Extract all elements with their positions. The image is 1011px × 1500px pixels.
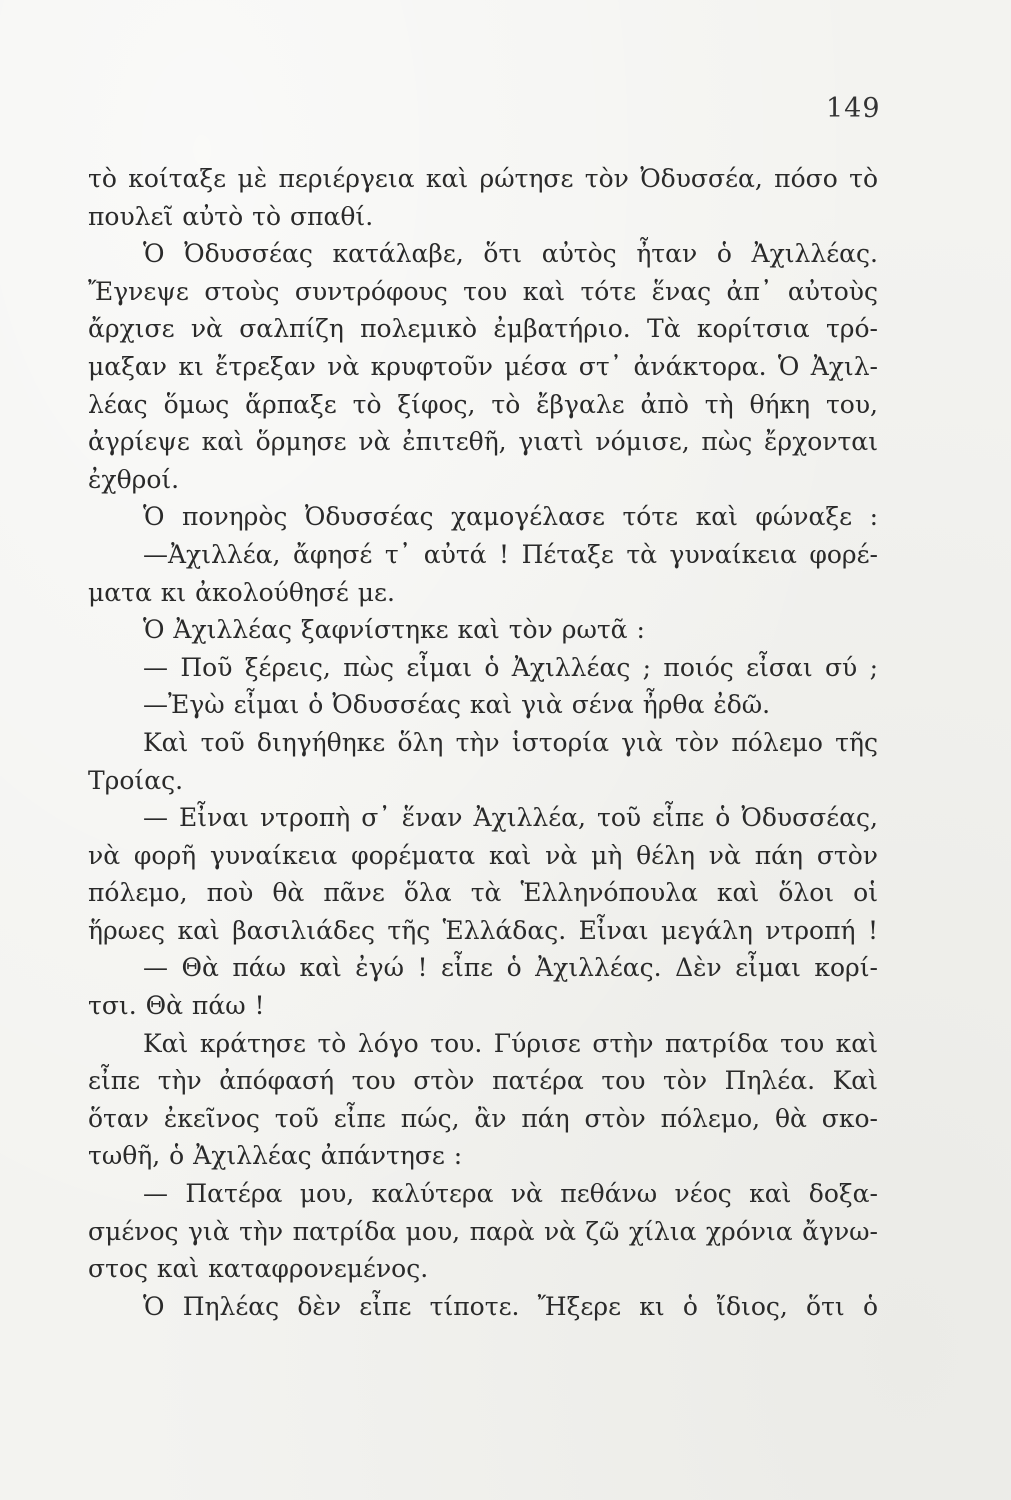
text-line: πουλεῖ αὐτὸ τὸ σπαθί. — [88, 201, 374, 231]
dialogue-line: — Εἶναι ντροπὴ σ᾽ ἕναν Ἀχιλλέα, τοῦ εἶπε ὁ Ὀδυσσέας, — [143, 803, 878, 833]
dialogue-line: — Ποῦ ξέρεις, πὼς εἶμαι ὁ Ἀχιλλέας ; ποιός εἶσαι σύ ; — [143, 652, 878, 682]
dialogue-line: — Θὰ πάω καὶ ἐγώ ! εἶπε ὁ Ἀχιλλέας. Δὲν εἶμαι κορί- — [143, 953, 878, 983]
text-line: τὸ κοίταξε μὲ περιέργεια καὶ ρώτησε τὸν Ὀδυσσέα, πόσο τὸ — [88, 164, 878, 193]
text-line: Καὶ κράτησε τὸ λόγο του. Γύρισε στὴν πατρίδα του καὶ — [143, 1028, 878, 1058]
text-line: Ὁ πονηρὸς Ὀδυσσέας χαμογέλασε τότε καὶ φώναξε : — [143, 502, 878, 532]
text-line: Ὁ Πηλέας δὲν εἶπε τίποτε. Ἤξερε κι ὁ ἴδιος, ὅτι ὁ — [143, 1291, 878, 1321]
text-line: πόλεμο, ποὺ θὰ πᾶνε ὅλα τὰ Ἑλληνόπουλα καὶ ὅλοι οἱ — [88, 878, 878, 908]
dialogue-line: — Πατέρα μου, καλύτερα νὰ πεθάνω νέος καὶ δοξα- — [143, 1179, 878, 1209]
text-line: τωθῆ, ὁ Ἀχιλλέας ἀπάντησε : — [88, 1141, 463, 1171]
text-line: ἥρωες καὶ βασιλιάδες τῆς Ἑλλάδας. Εἶναι μεγάλη ντροπή ! — [88, 915, 878, 945]
text-line: λέας ὅμως ἅρπαξε τὸ ξίφος, τὸ ἔβγαλε ἀπὸ τὴ θήκη του, — [88, 389, 878, 419]
text-line: σμένος γιὰ τὴν πατρίδα μου, παρὰ νὰ ζῶ χίλια χρόνια ἄγνω- — [88, 1216, 878, 1246]
text-line: ἄρχισε νὰ σαλπίζη πολεμικὸ ἐμβατήριο. Τὰ κορίτσια τρό- — [88, 314, 878, 344]
dialogue-line: —Ἀχιλλέα, ἄφησέ τ᾽ αὐτά ! Πέταξε τὰ γυναίκεια φορέ- — [143, 539, 878, 569]
dialogue-line: —Ἐγὼ εἶμαι ὁ Ὀδυσσέας καὶ γιὰ σένα ἦρθα ἐδῶ. — [143, 690, 771, 720]
body-text — [88, 160, 878, 1325]
text-line: Καὶ τοῦ διηγήθηκε ὅλη τὴν ἱστορία γιὰ τὸν πόλεμο τῆς — [143, 727, 878, 757]
text-line: ἐχθροί. — [88, 464, 180, 494]
text-line: ἀγρίεψε καὶ ὅρμησε νὰ ἐπιτεθῆ, γιατὶ νόμισε, πὼς ἔρχονται — [88, 427, 878, 457]
text-line: ὅταν ἐκεῖνος τοῦ εἶπε πώς, ἂν πάη στὸν πόλεμο, θὰ σκο- — [88, 1103, 878, 1133]
text-line: Τροίας. — [88, 765, 184, 795]
text-line: Ὁ Ὀδυσσέας κατάλαβε, ὅτι αὐτὸς ἦταν ὁ Ἀχιλλέας. — [143, 239, 878, 269]
text-line: Ἔγνεψε στοὺς συντρόφους του καὶ τότε ἕνας ἀπ᾽ αὐτοὺς — [88, 276, 878, 306]
text-line: μαξαν κι ἔτρεξαν νὰ κρυφτοῦν μέσα στ᾽ ἀνάκτορα. Ὁ Ἀχιλ- — [88, 351, 878, 381]
page-number: 149 — [826, 93, 881, 124]
text-line: εἶπε τὴν ἀπόφασή του στὸν πατέρα του τὸν Πηλέα. Καὶ — [88, 1066, 878, 1096]
text-line: ματα κι ἀκολούθησέ με. — [88, 577, 395, 607]
text-line: νὰ φορῆ γυναίκεια φορέματα καὶ νὰ μὴ θέλη νὰ πάη στὸν — [88, 840, 878, 870]
text-line: στος καὶ καταφρονεμένος. — [88, 1254, 429, 1284]
text-line: Ὁ Ἀχιλλέας ξαφνίστηκε καὶ τὸν ρωτᾶ : — [143, 615, 645, 645]
text-line: τσι. Θὰ πάω ! — [88, 991, 265, 1021]
